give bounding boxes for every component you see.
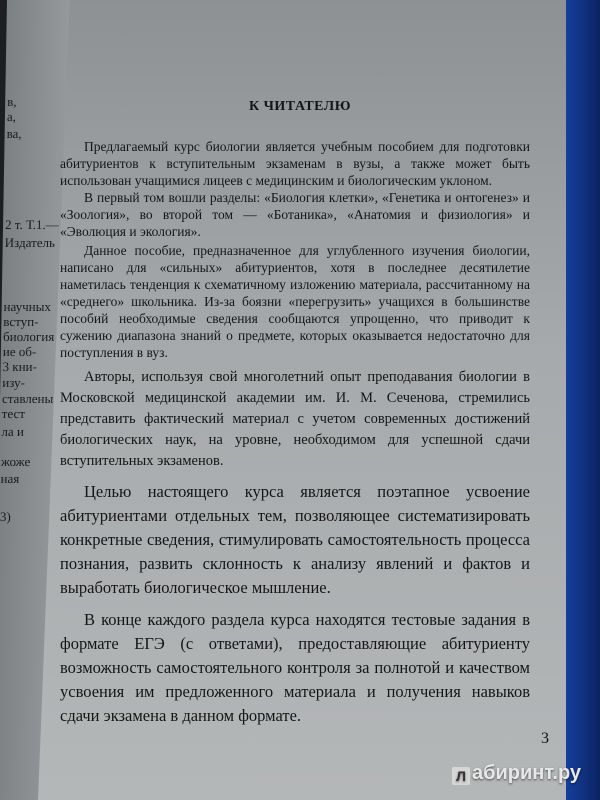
left-page-fragment: ставлены <box>1 391 54 406</box>
left-page-fragment: тест <box>1 406 26 421</box>
left-page-fragment: 3) <box>0 509 11 524</box>
paragraph-intro: Предлагаемый курс биологии является учебным пособием для подготовки абитуриентов к вступительным экзаменам в вузы, а также может быть использован учащимися лицеев с медицинским и биологическим уклоном. <box>60 139 530 188</box>
page-heading: К ЧИТАТЕЛЮ <box>248 99 352 114</box>
left-page-fragment: в, <box>7 94 17 109</box>
left-page-fragment: вступ- <box>3 314 39 329</box>
left-page-fragment: ие об- <box>2 344 37 359</box>
paragraph-goal: Целью настоящего курса является поэтапное усвоение абитуриентами отдельных тем, позволяющее систематизировать конкретные сведения, стимулировать самостоятельность процесса познания, развить склонность к анализу явлений и фактов и выработать биологическое мышление. <box>60 482 530 597</box>
left-page-fragment: ла и <box>1 424 25 439</box>
labirint-logo-icon: Л <box>452 767 470 785</box>
left-page-fragment: биология <box>2 329 55 344</box>
left-page-fragment: ная <box>0 471 20 486</box>
watermark-text: абиринт.ру <box>472 762 582 784</box>
paragraph-purpose: Данное пособие, предназначенное для углубленного изучения биологии, написано для «сильных» абитуриентов, хотя в последнее десятилетие наметилась тенденция к схематичному изложению материала, рассчитанному на «среднего» школьника. Из-за боязни «перегрузить» учащихся в большинстве пособий необходимые сведения сообщаются упрощенно, что приводит к сужению диапазона знаний о предмете, которых оказывается недостаточно для поступления в вуз. <box>60 243 530 360</box>
left-page-fragment: 3 кни- <box>2 359 38 374</box>
paragraph-volumes: В первый том вошли разделы: «Биология клетки», «Генетика и онтогенез» и «Зоология», во второй том — «Ботаника», «Анатомия и физиология» и «Эволюция и экология». <box>60 190 530 239</box>
left-page-fragment: жоже <box>0 454 31 469</box>
left-page-fragment: Издатель <box>4 235 56 250</box>
page-content <box>60 96 530 728</box>
paragraph-tests: В конце каждого раздела курса находятся тестовые задания в формате ЕГЭ (с ответами), предоставляющие абитуриенту возможность самостоятельного контроля за полнотой и качеством усвоения им предложенного материала и получения навыков сдачи экзамена в данном формате. <box>60 610 530 725</box>
page-number: 3 <box>541 730 549 747</box>
left-page-fragment: изу- <box>2 375 26 390</box>
left-page-fragment: научных <box>3 299 52 314</box>
labirint-watermark <box>452 762 581 785</box>
left-page-fragment: а, <box>6 109 17 124</box>
paragraph-authors: Авторы, используя свой многолетний опыт преподавания биологии в Московской медицинской академии им. И. М. Сеченова, стремились представить фактический материал с учетом современных достижений биологических наук, на уровне, необходимом для успешной сдачи вступительных экзаменов. <box>60 369 530 469</box>
left-page-fragment: ва, <box>6 126 22 141</box>
left-page-fragment: 2 т. Т.1.— <box>4 217 59 232</box>
